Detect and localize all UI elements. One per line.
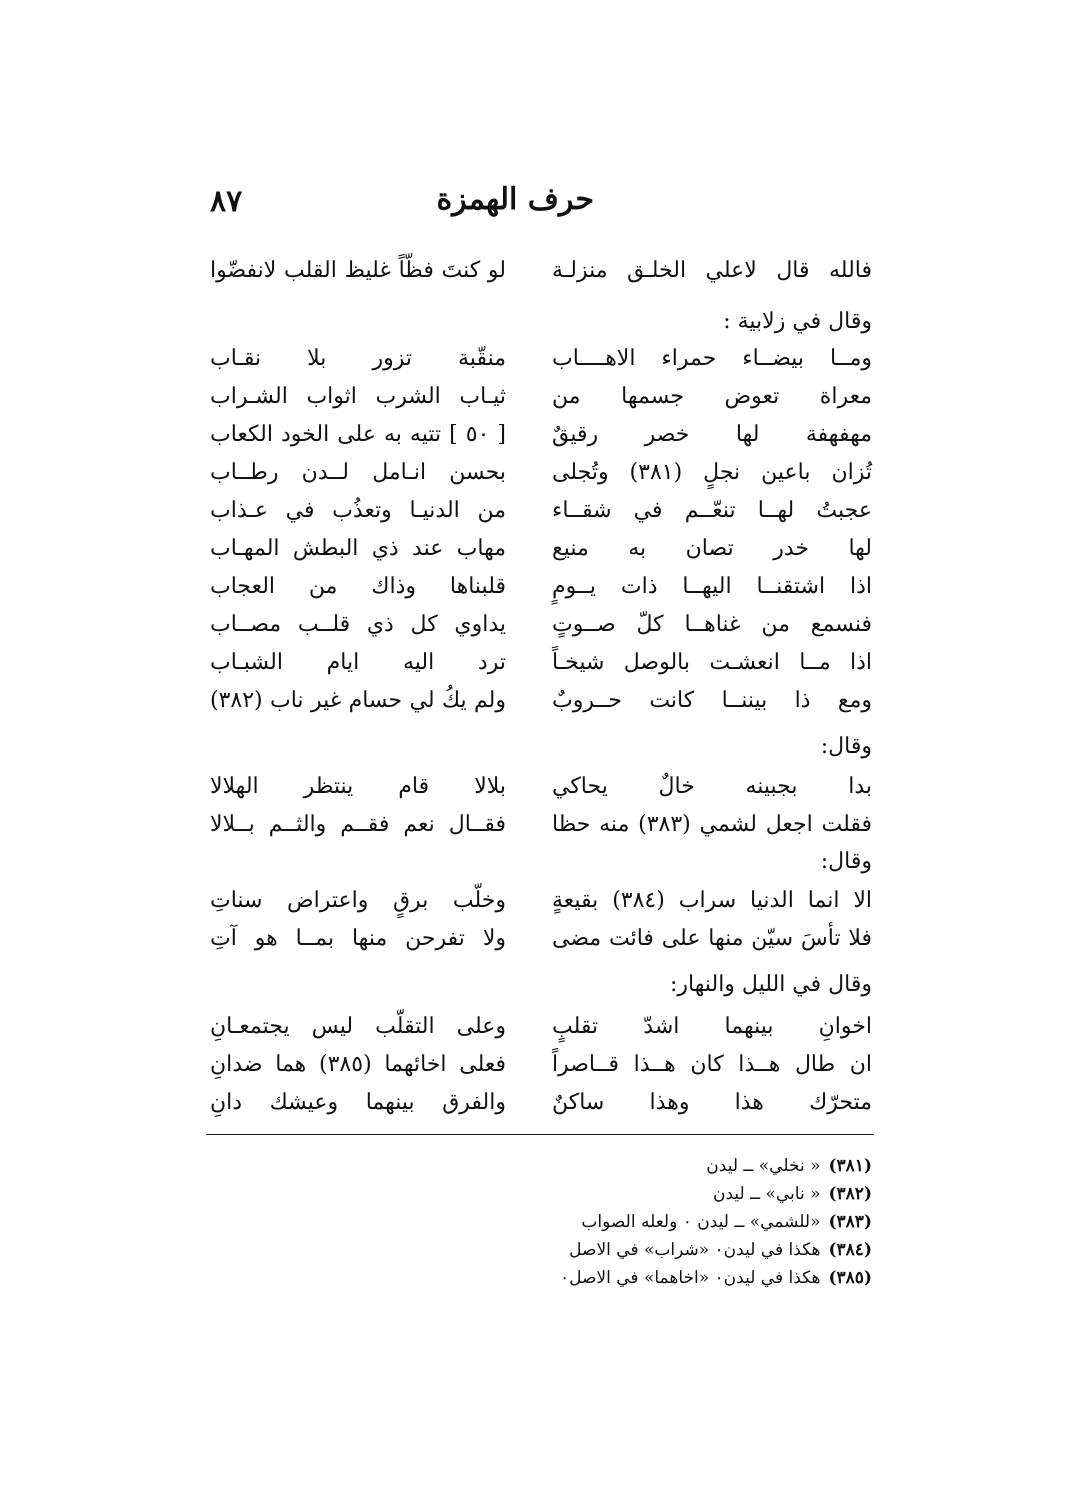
verse-right: بدا بجبينه خالٌ يحاكي xyxy=(552,774,872,799)
verse-right: ومــا بيضــاء حمراء الاهــــاب xyxy=(552,346,872,371)
footnote xyxy=(560,1264,872,1292)
verse-left: يداوي كل ذي قلــب مصــاب xyxy=(210,612,506,637)
footnote xyxy=(713,1180,872,1208)
verse-right: فلا تأسَ سيّن منها على فائت مضى xyxy=(552,926,872,951)
verse-left: فعلى اخائهما (٣٨٥) هما ضدانِ xyxy=(210,1052,506,1077)
verse-right: ان طال هــذا كان هــذا قــاصراً xyxy=(552,1052,872,1077)
verse-left: ترد اليه ايام الشبـاب xyxy=(210,650,506,675)
verse-left: بلالا قام ينتظر الهلالا xyxy=(210,774,506,799)
verse-right: عجبتُ لهــا تنعّــم في شقــاء xyxy=(552,498,872,523)
verse-left: والفرق بينهما وعيشك دانِ xyxy=(210,1090,506,1115)
verse-left: منقّبة تزور بلا نقـاب xyxy=(210,346,506,371)
footnote-text: هكذا في ليدن٠ «شراب» في الاصل xyxy=(569,1240,821,1260)
verse-right: اخوانِ بينهما اشدّ تقلبٍ xyxy=(552,1014,872,1039)
verse-right: مهفهفة لها خصر رقيقٌ xyxy=(552,422,872,447)
verse-right: فقلت اجعل لشمي (٣٨٣) منه حظا xyxy=(552,812,872,837)
stanza-intro: وقال: xyxy=(820,849,872,874)
page-title: حرف الهمزة xyxy=(436,182,594,217)
verse-right: فالله قال لاعلي الخلـق منزلـة xyxy=(552,258,872,283)
verse-left: [ ٥٠ ] تتيه به على الخود الكعاب xyxy=(210,422,506,447)
verse-left: وخلّب برقٍ واعتراض سناتِ xyxy=(210,888,506,913)
stanza-intro: وقال: xyxy=(820,734,872,759)
footnote xyxy=(581,1208,872,1236)
verse-left: بحسن انـامل لــدن رطــاب xyxy=(210,460,506,485)
verse-right: متحرّك هذا وهذا ساكنٌ xyxy=(552,1090,872,1115)
verse-left: ثيـاب الشرب اثواب الشـراب xyxy=(210,384,506,409)
footnote-text: هكذا في ليدن٠ «اخاهما» في الاصل٠ xyxy=(559,1268,821,1288)
verse-right: اذا اشتقنــا اليهــا ذات يــومٍ xyxy=(552,574,872,599)
verse-left: لو كنتَ فظّاً غليظ القلب لانفضّوا xyxy=(210,258,506,283)
page-number: ٨٧ xyxy=(210,184,243,219)
page-header xyxy=(200,182,872,230)
verse-right: ومع ذا بيننــا كانت حــروبٌ xyxy=(552,688,872,713)
stanza-intro: وقال في الليل والنهار: xyxy=(669,972,872,997)
footnote-number: (٣٨٥) xyxy=(828,1268,872,1288)
verse-left: من الدنيـا وتعذُب في عـذاب xyxy=(210,498,506,523)
verse-right: فنسمع من غناهــا كلّ صــوتٍ xyxy=(552,612,872,637)
verse-left: قلبناها وذاك من العجاب xyxy=(210,574,506,599)
verse-left: فقــال نعم فقــم والثــم بــلالا xyxy=(210,812,506,837)
verse-left: وعلى التقلّب ليس يجتمعـانِ xyxy=(210,1014,506,1039)
footnote-number: (٣٨٢) xyxy=(828,1184,872,1204)
footnote-text: « نخلي» ــ ليدن xyxy=(706,1156,821,1176)
verse-left: مهاب عند ذي البطش المهـاب xyxy=(210,536,506,561)
verse-left: ولم يكُ لي حسام غير ناب (٣٨٢) xyxy=(210,688,506,713)
footnote xyxy=(569,1236,872,1264)
verse-right: معراة تعوض جسمها من xyxy=(552,384,872,409)
stanza-intro: وقال في زلابية : xyxy=(723,309,872,334)
verse-left: ولا تفرحن منها بمــا هو آتِ xyxy=(210,926,506,951)
footnote-text: « نابي» ــ ليدن xyxy=(712,1184,821,1204)
footnote-number: (٣٨١) xyxy=(828,1156,872,1176)
verse-right: الا انما الدنيا سراب (٣٨٤) بقيعةٍ xyxy=(552,888,872,913)
footnote-number: (٣٨٣) xyxy=(828,1212,872,1232)
footnote-number: (٣٨٤) xyxy=(828,1240,872,1260)
verse-right: لها خدر تصان به منيع xyxy=(552,536,872,561)
verse-right: تُزان باعين نجلٍ (٣٨١) وتُجلى xyxy=(552,460,872,485)
footnote-divider xyxy=(206,1134,874,1135)
footnote-text: «للشمي» ــ ليدن ٠ ولعله الصواب xyxy=(581,1212,821,1232)
verse-right: اذا مــا انعشـت بالوصل شيخـاً xyxy=(552,650,872,675)
footnote xyxy=(706,1152,872,1180)
